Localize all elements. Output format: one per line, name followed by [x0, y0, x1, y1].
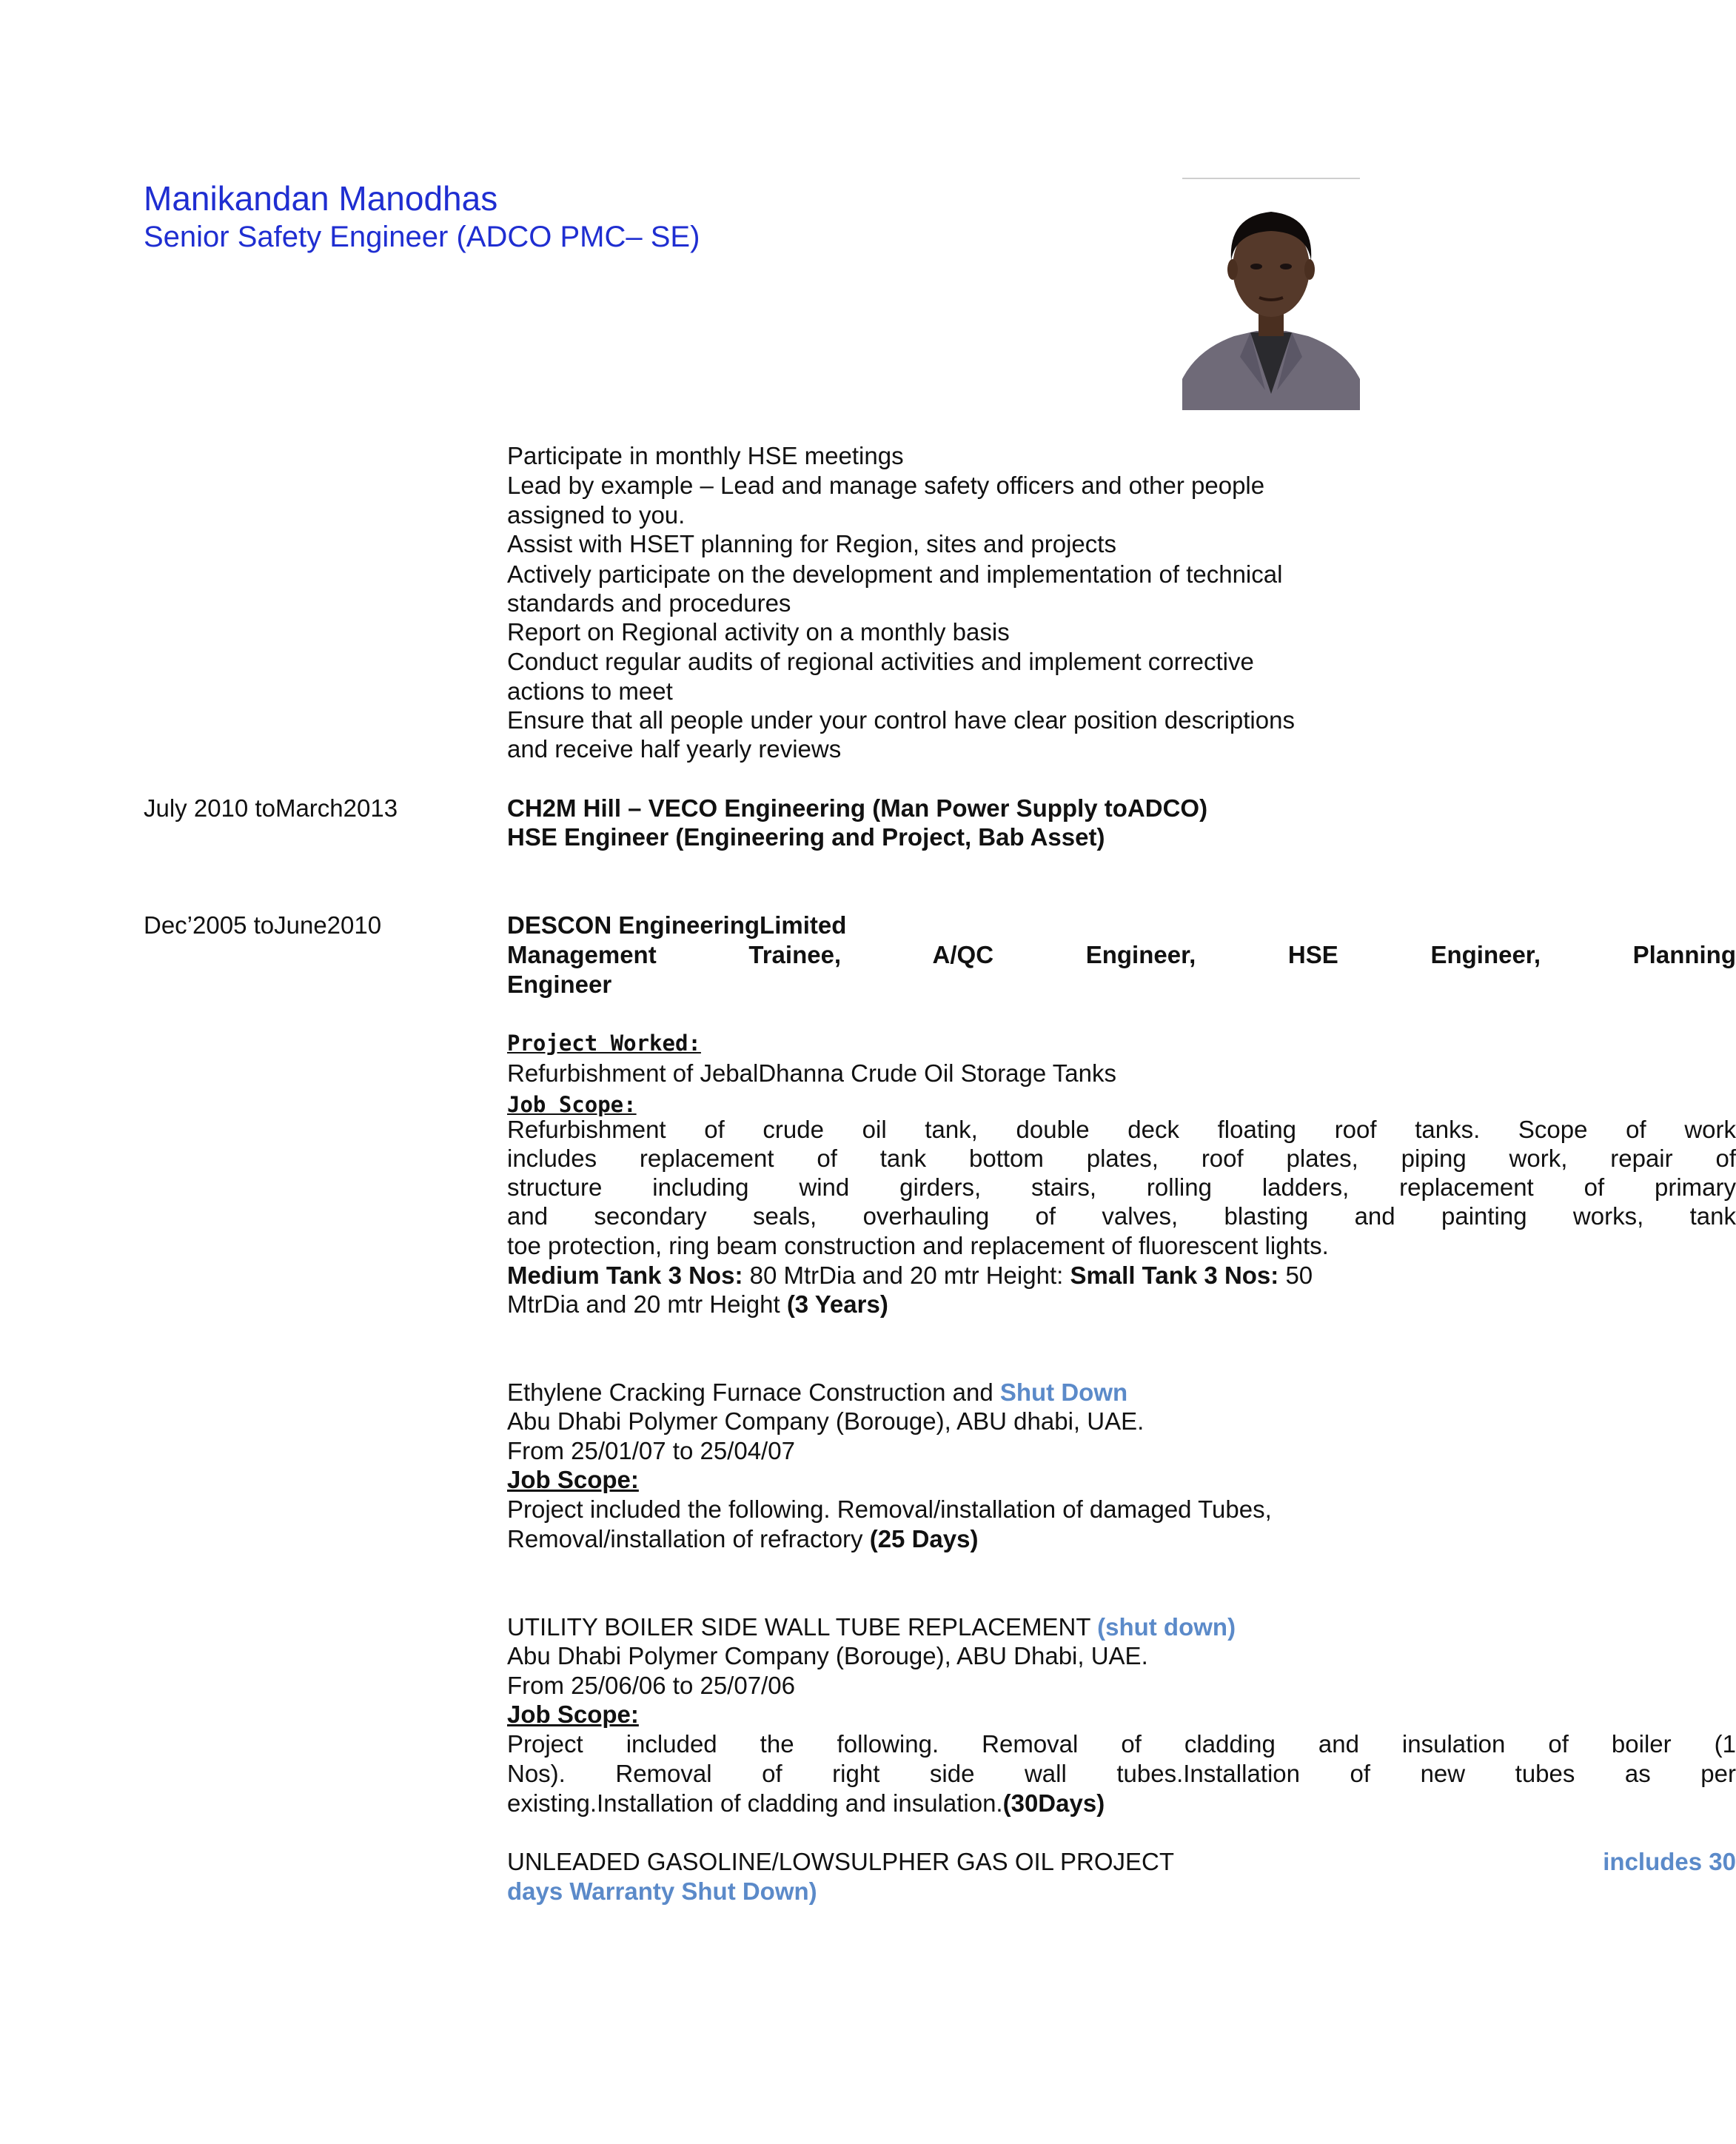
responsibility-line: Assist with HSET planning for Region, sites and projects — [507, 530, 1116, 557]
project2-scope-heading: Job Scope: — [507, 1466, 639, 1493]
responsibility-line: actions to meet — [507, 677, 673, 705]
project3-scope-text: existing.Installation of cladding and insulation. — [507, 1789, 1003, 1817]
project1-tank-sizes — [507, 1261, 1313, 1290]
project2-period: From 25/01/07 to 25/04/07 — [507, 1437, 795, 1464]
medium-tank-label: Medium Tank 3 Nos: — [507, 1262, 743, 1289]
projects-heading: Project Worked: — [507, 1031, 701, 1056]
project3-title-highlight: (shut down) — [1097, 1613, 1236, 1641]
project1-scope-line: structure including wind girders, stairs, rolling ladders, replacement of primary — [507, 1173, 1736, 1201]
project2-duration: (25 Days) — [869, 1525, 979, 1552]
project1-scope-line: Refurbishment of crude oil tank, double deck floating roof tanks. Scope of work — [507, 1116, 1736, 1143]
job2-dates: Dec’2005 toJune2010 — [144, 911, 382, 939]
project1-scope-line: and secondary seals, overhauling of valves, blasting and painting works, tank — [507, 1202, 1736, 1230]
project2-scope-line — [507, 1524, 978, 1554]
responsibility-line: Lead by example – Lead and manage safety officers and other people — [507, 472, 1265, 499]
responsibility-line: Report on Regional activity on a monthly basis — [507, 618, 1010, 646]
candidate-title: Senior Safety Engineer (ADCO PMC– SE) — [144, 221, 700, 253]
project2-title — [507, 1378, 1127, 1407]
project4-title-text: UNLEADED GASOLINE/LOWSULPHER GAS OIL PROJECT — [507, 1848, 1174, 1875]
responsibility-line: Participate in monthly HSE meetings — [507, 442, 904, 469]
job1-dates: July 2010 toMarch2013 — [144, 794, 398, 822]
project4-title — [507, 1847, 1736, 1877]
responsibility-line: Conduct regular audits of regional activities and implement corrective — [507, 648, 1254, 675]
project2-scope-text: Removal/installation of refractory — [507, 1525, 870, 1552]
project1-scope-heading: Job Scope: — [507, 1092, 637, 1117]
project1-duration: (3 Years) — [786, 1290, 888, 1318]
project3-duration: (30Days) — [1002, 1789, 1105, 1817]
project3-scope-line — [507, 1789, 1105, 1818]
project4-title-highlight: includes 30 — [1603, 1848, 1736, 1875]
project3-client: Abu Dhabi Polymer Company (Borouge), ABU Dhabi, UAE. — [507, 1642, 1148, 1669]
project2-scope-line: Project included the following. Removal/installation of damaged Tubes, — [507, 1495, 1272, 1523]
responsibility-line: Ensure that all people under your control have clear position descriptions — [507, 706, 1295, 734]
responsibility-line: standards and procedures — [507, 589, 791, 617]
job1-company: CH2M Hill – VECO Engineering (Man Power Supply toADCO) — [507, 794, 1208, 822]
project3-scope-line: Project included the following. Removal of cladding and insulation of boiler (1 — [507, 1730, 1736, 1758]
project1-scope-line: includes replacement of tank bottom plates, roof plates, piping work, repair of — [507, 1145, 1736, 1172]
project1-scope-line: toe protection, ring beam construction and replacement of fluorescent lights. — [507, 1232, 1329, 1259]
project1-title: Refurbishment of JebalDhanna Crude Oil Storage Tanks — [507, 1059, 1117, 1087]
project1-height-line — [507, 1290, 888, 1319]
project3-title — [507, 1612, 1236, 1642]
person-photo-icon — [1182, 179, 1360, 410]
responsibility-line: assigned to you. — [507, 501, 686, 529]
project2-client: Abu Dhabi Polymer Company (Borouge), ABU dhabi, UAE. — [507, 1407, 1145, 1435]
project3-title-text: UTILITY BOILER SIDE WALL TUBE REPLACEMENT — [507, 1613, 1098, 1641]
small-tank-label: Small Tank 3 Nos: — [1070, 1262, 1279, 1289]
project2-title-text: Ethylene Cracking Furnace Construction and — [507, 1378, 1000, 1406]
candidate-name: Manikandan Manodhas — [144, 179, 498, 218]
project3-scope-line: Nos). Removal of right side wall tubes.Installation of new tubes as per — [507, 1760, 1736, 1787]
profile-photo — [1182, 178, 1360, 410]
job2-company: DESCON EngineeringLimited — [507, 911, 847, 939]
responsibility-line: Actively participate on the development and implementation of technical — [507, 560, 1283, 588]
responsibility-line: and receive half yearly reviews — [507, 735, 842, 763]
project3-scope-heading: Job Scope: — [507, 1701, 639, 1728]
project4-title-line2: days Warranty Shut Down) — [507, 1877, 817, 1905]
job2-role-line1: Management Trainee, A/QC Engineer, HSE Engineer, Planning — [507, 941, 1736, 968]
height-text: MtrDia and 20 mtr Height — [507, 1290, 787, 1318]
project2-title-highlight: Shut Down — [999, 1378, 1128, 1406]
job2-role-line2: Engineer — [507, 971, 612, 998]
project3-period: From 25/06/06 to 25/07/06 — [507, 1672, 795, 1699]
job1-role: HSE Engineer (Engineering and Project, Bab Asset) — [507, 823, 1105, 851]
small-tank-text: 50 — [1278, 1262, 1313, 1289]
medium-tank-text: 80 MtrDia and 20 mtr Height: — [743, 1262, 1070, 1289]
